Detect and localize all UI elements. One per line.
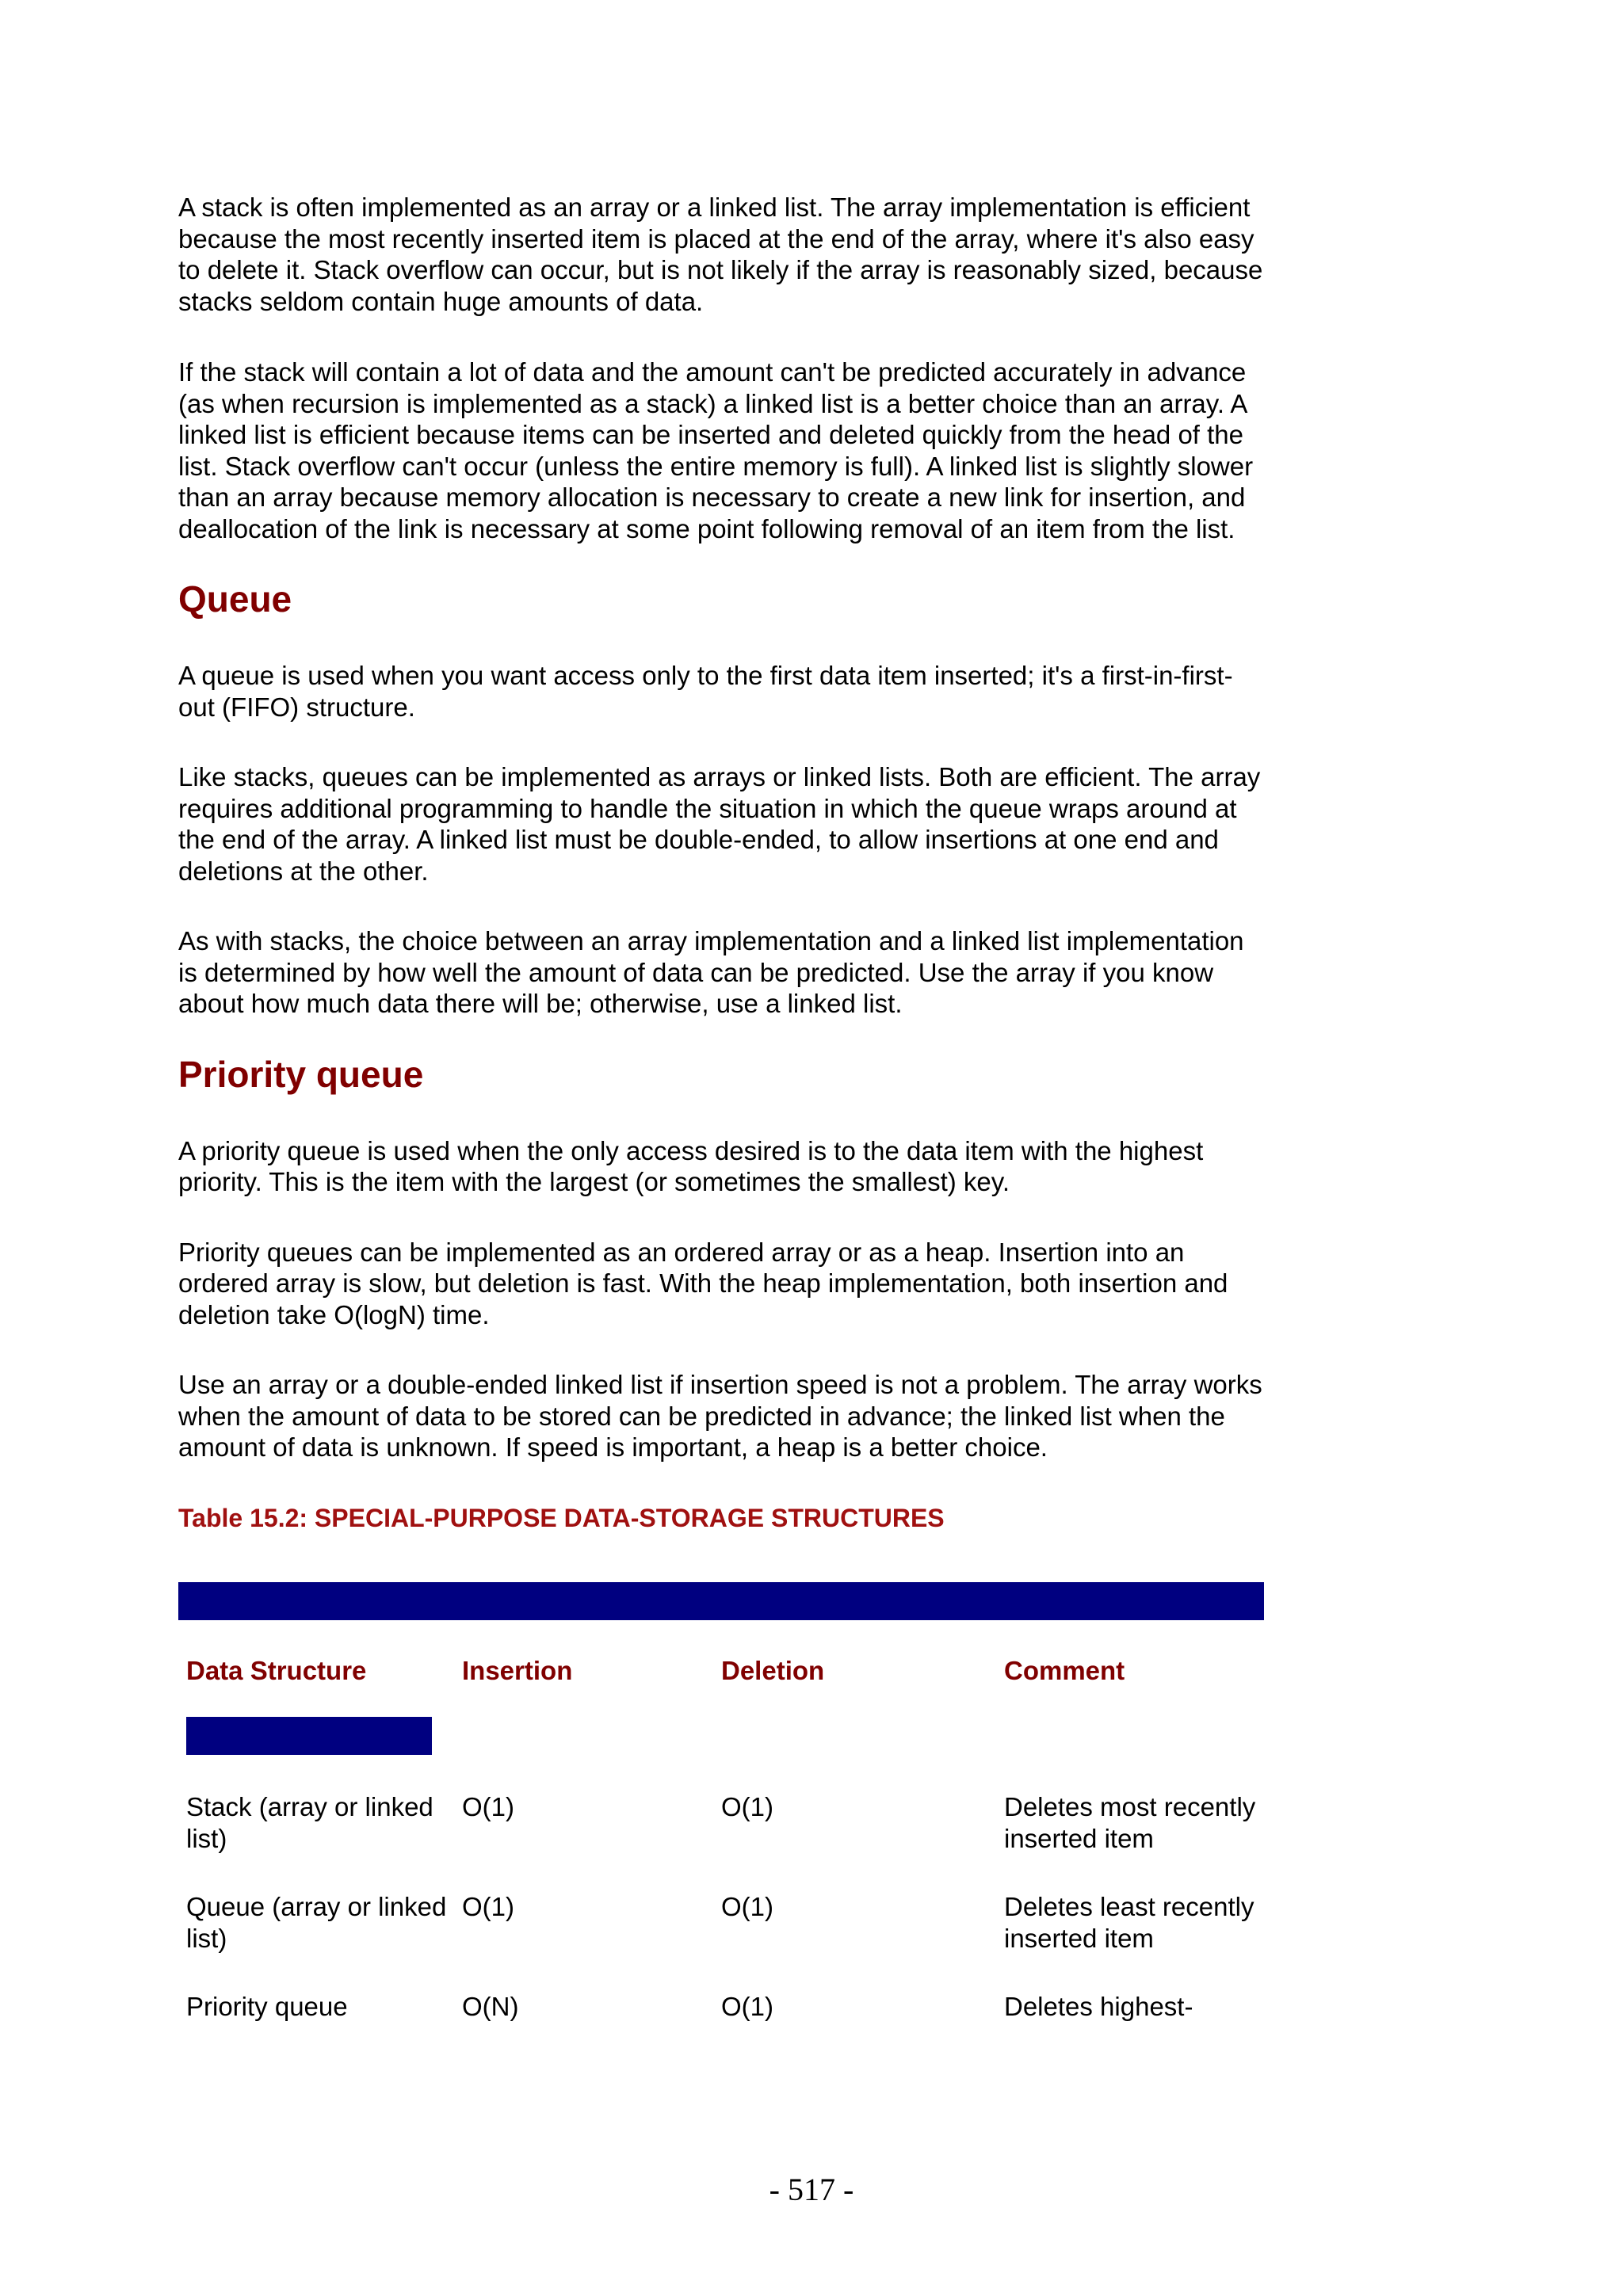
table-divider-row	[178, 1687, 1264, 1755]
paragraph-priority-queue-definition: A priority queue is used when the only access desired is to the data item with the highest priority. This is the item with the largest (or sometimes the smallest) key.	[178, 1135, 1204, 1196]
paragraph-queue-definition: A queue is used when you want access only to the first data item inserted; it's a first-in-first-out (FIFO) structure.	[178, 661, 1233, 722]
table-top-bar	[178, 1582, 1264, 1620]
paragraph-priority-queue-implementation: Priority queues can be implemented as an ordered array or as a heap. Insertion into an ordered array is slow, but deletion is fast. With the heap implementation, both insertion and deletion take O(logN) time.	[178, 1237, 1228, 1329]
cell-comment: Deletes highest-	[1004, 1991, 1193, 2021]
table-header-row	[178, 1620, 1264, 1687]
table-divider-cell	[178, 1687, 454, 1755]
cell-insertion: O(1)	[462, 1891, 514, 1921]
table-caption: Table 15.2: SPECIAL-PURPOSE DATA-STORAGE STRUCTURES	[178, 1503, 945, 1532]
paragraph-stack-linked-list: If the stack will contain a lot of data and the amount can't be predicted accurately in advance (as when recursion is implemented as a stack) a linked list is a better choice than an array. A linked list is efficient because items can be inserted and deleted quickly from the head of the list. Stack overflow can't occur (unless the entire memory is full). A linked list is slightly slower than an array because memory allocation is necessary to create a new link for insertion, and deallocation of the link is necessary at some point following removal of an item from the list.	[178, 357, 1254, 543]
cell-comment: Deletes least recently inserted item	[1004, 1891, 1254, 1953]
header-comment: Comment	[1004, 1655, 1125, 1685]
heading-queue: Queue	[178, 578, 292, 620]
cell-insertion: O(N)	[462, 1991, 519, 2021]
paragraph-priority-queue-choice: Use an array or a double-ended linked list if insertion speed is not a problem. The array works when the amount of data to be stored can be predicted in advance; the linked list when the amount of data is unknown. If speed is important, a heap is a better choice.	[178, 1370, 1262, 1462]
table-sub-bar	[186, 1717, 432, 1755]
header-insertion: Insertion	[462, 1655, 573, 1685]
table-row	[178, 1755, 1264, 1855]
cell-structure: Stack (array or linked list)	[186, 1791, 433, 1853]
page-number: - 517 -	[769, 2172, 854, 2207]
header-deletion: Deletion	[721, 1655, 825, 1685]
paragraph-queue-choice: As with stacks, the choice between an array implementation and a linked list implementation is determined by how well the amount of data can be predicted. Use the array if you know about how much data there will be; otherwise, use a linked list.	[178, 926, 1244, 1018]
cell-structure: Queue (array or linked list)	[186, 1891, 447, 1953]
paragraph-stack-array: A stack is often implemented as an array or a linked list. The array implementation is efficient because the most recently inserted item is placed at the end of the array, where it's also easy to delete it. Stack overflow can occur, but is not likely if the array is reasonably sized, because stacks seldom contain huge amounts of data.	[178, 193, 1263, 316]
table-row	[178, 1955, 1264, 2023]
cell-structure: Priority queue	[186, 1991, 348, 2021]
data-structures-table	[178, 1620, 1264, 2023]
header-data-structure: Data Structure	[186, 1655, 367, 1685]
cell-comment: Deletes most recently inserted item	[1004, 1791, 1256, 1853]
cell-insertion: O(1)	[462, 1791, 514, 1821]
paragraph-queue-implementation: Like stacks, queues can be implemented as arrays or linked lists. Both are efficient. The array requires additional programming to handle the situation in which the queue wraps around at the end of the array. A linked list must be double-ended, to allow insertions at one end and deletions at the other.	[178, 762, 1261, 886]
page-content	[178, 192, 1264, 2023]
table-row	[178, 1855, 1264, 1955]
cell-deletion: O(1)	[721, 1891, 773, 1921]
cell-deletion: O(1)	[721, 1991, 773, 2021]
heading-priority-queue: Priority queue	[178, 1053, 424, 1095]
cell-deletion: O(1)	[721, 1791, 773, 1821]
